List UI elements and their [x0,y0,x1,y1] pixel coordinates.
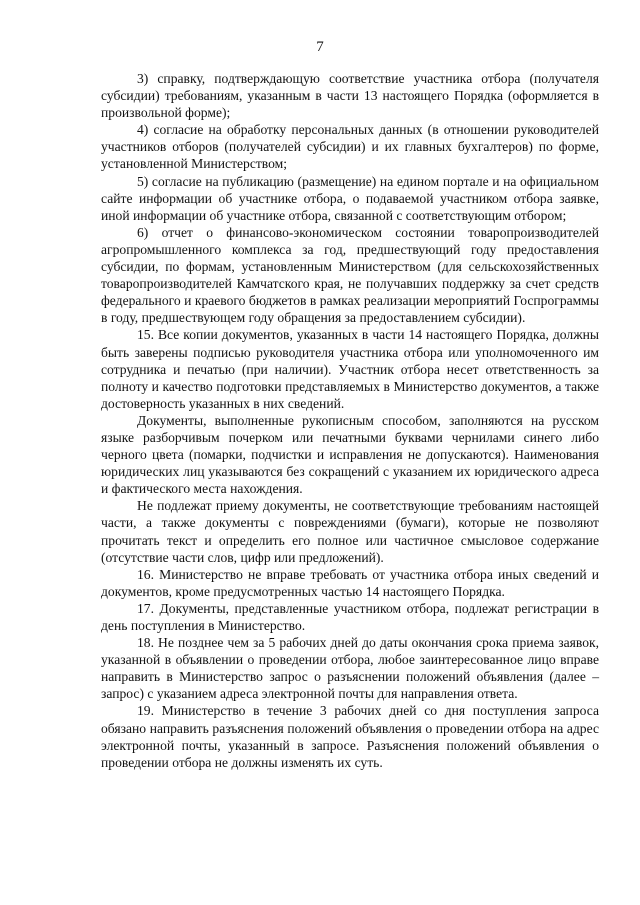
paragraph-item-4: 4) согласие на обработку персональных данных (в отношении руководителей участников отборов (получателей субсидии) и их главных бухгалтеров) по форме, установленной Министерством; [101,122,599,172]
paragraph-clause-18: 18. Не позднее чем за 5 рабочих дней до даты окончания срока приема заявок, указанной в объявлении о проведении отбора, любое заинтересованное лицо вправе направить в Министерство запрос о разъяснении положений объявления (далее – запрос) с указанием адреса электронной почты для направления ответа. [101,635,599,702]
paragraph-clause-15: 15. Все копии документов, указанных в части 14 настоящего Порядка, должны быть заверены подписью руководителя участника отбора или уполномоченного им сотрудника и печатью (при наличии). Участник отбора несет ответственность за полноту и качество подготовки представляемых в Министерство документов, а также достоверность указанных в них сведений. [101,327,599,411]
paragraph-clause-17: 17. Документы, представленные участником отбора, подлежат регистрации в день поступления в Министерство. [101,600,599,633]
paragraph-handwritten-documents: Документы, выполненные рукописным способом, заполняются на русском языке разборчивым почерком или печатными буквами чернилами синего либо черного цвета (помарки, подчистки и исправления не допускаются). Наименования юридических лиц указываются без сокращений с указанием их юридического адреса и фактического места нахождения. [101,412,599,497]
document-body [101,70,599,771]
paragraph-clause-16: 16. Министерство не вправе требовать от участника отбора иных сведений и документов, кроме предусмотренных частью 14 настоящего Порядка. [101,566,599,599]
paragraph-item-6: 6) отчет о финансово-экономическом состоянии товаропроизводителей агропромышленного комплекса за год, предшествующий году предоставления субсидии, по формам, установленным Министерством (для сельскохозяйственных товаропроизводителей Камчатского края, не получавших поддержку за счет средств федерального и краевого бюджетов в рамках реализации мероприятий Госпрограммы в году, предшествующем году обращения за предоставлением субсидии). [101,224,599,326]
paragraph-rejected-documents: Не подлежат приему документы, не соответствующие требованиям настоящей части, а также документы с повреждениями (бумаги), которые не позволяют прочитать текст и определить его полное или частичное смысловое содержание (отсутствие части слов, цифр или предложений). [101,498,599,565]
paragraph-clause-19: 19. Министерство в течение 3 рабочих дней со дня поступления запроса обязано направить разъяснения положений объявления о проведении отбора на адрес электронной почты, указанный в запросе. Разъяснения положений объявления о проведении отбора не должны изменять их суть. [101,703,599,770]
paragraph-item-5: 5) согласие на публикацию (размещение) на едином портале и на официальном сайте информации об участнике отбора, о подаваемой участником отбора заявке, иной информации об участнике отбора, связанной с соответствующим отбором; [101,173,599,223]
page-number: 7 [316,39,324,55]
paragraph-item-3: 3) справку, подтверждающую соответствие участника отбора (получателя субсидии) требованиям, указанным в части 13 настоящего Порядка (оформляется в произвольной форме); [101,71,599,121]
